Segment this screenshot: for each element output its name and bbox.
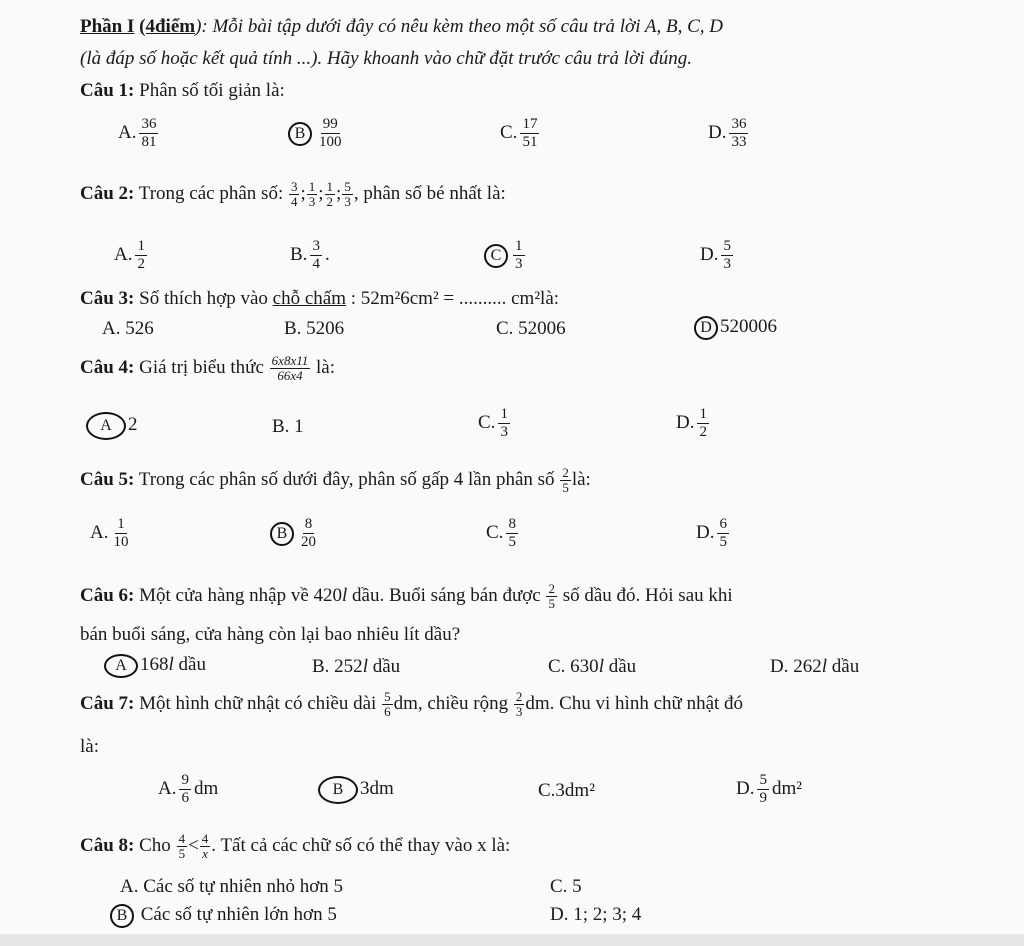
q3-d-text: 520006 <box>720 316 777 337</box>
num: 1 <box>326 179 334 194</box>
q4-a-text: 2 <box>128 414 138 435</box>
intro-text-1: ): Mỗi bài tập dưới đây có nêu kèm theo một số câu trả lời A, B, C, D <box>195 16 723 37</box>
q5-option-a <box>90 516 133 551</box>
den: 2 <box>699 424 707 440</box>
q2-option-a <box>114 238 150 273</box>
q6-label: Câu 6: <box>80 584 135 606</box>
q1-c-letter: C. <box>500 121 518 143</box>
q4-tail: là: <box>316 356 335 378</box>
q4-c-fraction <box>498 406 510 441</box>
den: 3 <box>515 256 523 272</box>
q4-stem <box>80 354 335 383</box>
q2-text: Trong các phân số: <box>138 182 284 204</box>
q2-option-c <box>484 238 528 273</box>
num: 9 <box>181 772 189 788</box>
q6-text-2: dầu. Buổi sáng bán được <box>347 584 541 606</box>
bottom-edge <box>0 934 1024 946</box>
unit: l <box>342 584 348 606</box>
q3-option-a: A. 526 <box>102 318 154 339</box>
answer-circle: D <box>694 316 718 340</box>
q7-option-d <box>736 772 802 807</box>
q7-a-letter: A. <box>158 777 177 799</box>
q6-b-num: B. 252 <box>312 656 363 677</box>
num: 6x8x11 <box>271 353 309 368</box>
q3-text-2: chỗ chấm <box>272 288 346 309</box>
q2-b-fraction <box>310 238 322 273</box>
num: 1 <box>308 179 316 194</box>
den: 100 <box>319 134 342 150</box>
q1-option-c <box>500 116 542 151</box>
unit: l <box>598 656 604 677</box>
intro-line-2: (là đáp số hoặc kết quả tính ...). Hãy khoanh vào chữ đặt trước câu trả lời đúng. <box>80 48 692 69</box>
q7-text-3: dm. Chu vi hình chữ nhật đó <box>525 692 744 714</box>
q2-tail: , phân số bé nhất là: <box>353 182 506 204</box>
q5-a-fraction <box>111 516 130 551</box>
q6-option-a <box>104 654 206 678</box>
q5-tail: là: <box>571 468 591 490</box>
num: 3 <box>312 238 320 254</box>
den: 81 <box>141 134 157 150</box>
den: x <box>202 846 208 861</box>
q1-d-fraction <box>729 116 748 151</box>
q2-b-letter: B. <box>290 243 308 265</box>
num: 2 <box>515 689 523 704</box>
q5-a-letter: A. <box>90 521 109 543</box>
q1-a-fraction <box>139 116 158 151</box>
q6-tail: dầu <box>827 656 860 677</box>
answer-circle: A <box>104 654 138 678</box>
den: 10 <box>113 534 129 550</box>
num: 2 <box>548 581 555 596</box>
den: 3 <box>308 194 316 209</box>
q6-stem <box>80 582 733 611</box>
q7-a-unit: dm <box>193 777 219 799</box>
num: 4 <box>201 831 209 846</box>
q4-c-letter: C. <box>478 411 496 433</box>
q1-a-letter: A. <box>118 121 137 143</box>
den: 3 <box>515 704 523 719</box>
q8-fraction-2 <box>200 832 211 861</box>
q7-stem <box>80 690 743 719</box>
q8-text-1: Cho <box>139 834 171 856</box>
den: 6 <box>181 790 189 806</box>
q4-d-fraction <box>697 406 709 441</box>
q8-option-c: C. 5 <box>550 876 582 897</box>
q2-b-dot: . <box>324 243 330 265</box>
q3-option-d <box>694 316 777 340</box>
num: 5 <box>759 772 767 788</box>
q6-option-d <box>770 656 859 678</box>
num: 6 <box>719 516 727 532</box>
q5-option-b <box>270 516 321 551</box>
q6-d-num: D. 262 <box>770 656 822 677</box>
den: 2 <box>137 256 145 272</box>
den: 5 <box>178 846 186 861</box>
unit: l <box>362 656 368 677</box>
answer-circle: B <box>110 904 134 928</box>
num: 2 <box>562 465 569 480</box>
answer-circle: B <box>270 522 294 546</box>
q6-text-1: Một cửa hàng nhập về 420 <box>139 584 343 606</box>
q7-label: Câu 7: <box>80 692 135 714</box>
q2-a-fraction <box>135 238 147 273</box>
q7-option-a <box>158 772 218 807</box>
num: 1 <box>515 238 523 254</box>
den: 3 <box>344 194 351 209</box>
q6-tail: dầu <box>367 656 401 677</box>
q6-option-b <box>312 656 400 678</box>
num: 99 <box>322 116 338 132</box>
q2-stem: Câu 2: Trong các phân số: $\frac{3}{4}$ ; $\frac{1}{3}$ ; $\frac{1}{2}$ ; $\frac{5}{3}$ , phân số bé nhất là: <box>80 179 506 209</box>
q4-option-a <box>86 412 138 440</box>
num: 1 <box>117 516 125 532</box>
unit: l <box>168 654 174 675</box>
num: 1 <box>699 406 707 422</box>
q8-option-b <box>110 904 337 928</box>
num: 5 <box>384 689 391 704</box>
q4-d-letter: D. <box>676 411 695 433</box>
q4-text: Giá trị biểu thức <box>139 356 264 378</box>
q2-a-letter: A. <box>114 243 133 265</box>
q2-d-letter: D. <box>700 243 719 265</box>
q1-d-letter: D. <box>708 121 727 143</box>
num: 5 <box>344 179 351 194</box>
answer-circle: C <box>484 244 508 268</box>
q8-less-than: < <box>188 834 199 856</box>
part-label: Phần I <box>80 16 135 37</box>
intro-line-1 <box>80 16 723 38</box>
den: 5 <box>548 596 555 611</box>
q6-tail: dầu <box>603 656 637 677</box>
q2-fraction-1 <box>289 180 300 209</box>
num: 5 <box>723 238 731 254</box>
q6-a-num: 168 <box>140 654 169 675</box>
q2-fraction-2 <box>307 180 318 209</box>
q5-d-letter: D. <box>696 521 715 543</box>
q4-option-d <box>676 406 712 441</box>
q5-d-fraction <box>717 516 729 551</box>
answer-circle: A <box>86 412 126 440</box>
q6-c-num: C. 630 <box>548 656 599 677</box>
q6-stem-2: bán buổi sáng, cửa hàng còn lại bao nhiêu lít dầu? <box>80 624 461 645</box>
unit: l <box>821 656 828 677</box>
num: 1 <box>500 406 508 422</box>
points-label: (4điểm <box>139 16 196 37</box>
den: 33 <box>731 134 747 150</box>
den: 3 <box>500 424 508 440</box>
q5-c-fraction <box>506 516 518 551</box>
num: 8 <box>304 516 313 532</box>
q2-d-fraction <box>721 238 733 273</box>
den: 20 <box>301 534 316 550</box>
q1-option-b <box>288 116 347 151</box>
q8-text-2: . Tất cả các chữ số có thể thay vào x là: <box>211 834 511 856</box>
answer-circle: B <box>318 776 358 804</box>
q6-a-tail: dầu <box>173 654 206 675</box>
q3-option-b: B. 5206 <box>284 318 345 339</box>
q8-fraction-1 <box>177 832 188 861</box>
den: 9 <box>759 790 767 806</box>
q2-option-b <box>290 238 330 273</box>
den: 3 <box>723 256 731 272</box>
q2-c-fraction <box>513 238 525 273</box>
q8-option-a: A. Các số tự nhiên nhỏ hơn 5 <box>120 876 343 897</box>
den: 5 <box>719 534 727 550</box>
q7-d-letter: D. <box>736 777 755 799</box>
den: 66x4 <box>277 368 303 383</box>
answer-circle: B <box>288 122 312 146</box>
q2-fraction-3 <box>325 180 336 209</box>
den: 4 <box>290 194 298 209</box>
q1-label: Câu 1: <box>80 80 135 101</box>
q6-option-c <box>548 656 636 678</box>
q5-option-d <box>696 516 732 551</box>
den: 4 <box>312 256 320 272</box>
den: 2 <box>326 194 334 209</box>
den: 6 <box>384 704 391 719</box>
num: 8 <box>508 516 516 532</box>
q5-stem <box>80 466 591 495</box>
q5-b-fraction <box>299 516 318 551</box>
num: 17 <box>522 116 538 132</box>
num: 3 <box>290 179 298 194</box>
q7-stem-2: là: <box>80 736 99 757</box>
q4-fraction <box>270 354 311 383</box>
q4-label: Câu 4: <box>80 356 135 378</box>
q7-fraction-1 <box>382 690 393 719</box>
q8-b-text: Các số tự nhiên lớn hơn 5 <box>140 904 337 925</box>
den: 5 <box>508 534 516 550</box>
num: 1 <box>137 238 145 254</box>
den: 5 <box>562 480 569 495</box>
q1-stem <box>80 80 285 102</box>
den: 51 <box>522 134 538 150</box>
q6-text-3: số dầu đó. Hỏi sau khi <box>562 584 733 606</box>
num: 36 <box>731 116 747 132</box>
q8-label: Câu 8: <box>80 834 135 856</box>
q3-stem <box>80 288 559 310</box>
q1-option-a <box>118 116 161 151</box>
q3-text-1: Số thích hợp vào <box>139 288 273 309</box>
q2-option-d <box>700 238 736 273</box>
q1-c-fraction <box>520 116 539 151</box>
q7-fraction-2 <box>514 690 525 719</box>
q7-d-fraction <box>757 772 769 807</box>
q5-fraction <box>560 466 571 495</box>
q3-option-c: C. 52006 <box>496 318 566 339</box>
q8-option-d: D. 1; 2; 3; 4 <box>550 904 642 925</box>
q7-d-unit: dm² <box>771 777 802 799</box>
q4-option-c <box>478 406 513 441</box>
q7-a-fraction <box>179 772 191 807</box>
q4-option-b: B. 1 <box>272 416 304 437</box>
q3-label: Câu 3: <box>80 288 135 309</box>
q5-c-letter: C. <box>486 521 504 543</box>
q7-option-b <box>318 776 394 804</box>
q3-text-3: : 52m²6cm² = .......... cm²là: <box>346 288 560 309</box>
q1-option-d <box>708 116 751 151</box>
q7-option-c: C.3dm² <box>538 780 595 801</box>
q5-option-c <box>486 516 521 551</box>
num: 4 <box>178 831 186 846</box>
q1-b-fraction <box>317 116 344 151</box>
q7-b-text: 3dm <box>360 778 394 799</box>
num: 36 <box>141 116 157 132</box>
q7-text-2: dm, chiều rộng <box>393 692 509 714</box>
q6-fraction <box>546 582 557 611</box>
q7-text-1: Một hình chữ nhật có chiều dài <box>139 692 377 714</box>
q5-text: Trong các phân số dưới đây, phân số gấp 4 lần phân số <box>138 468 555 490</box>
q8-stem <box>80 832 510 861</box>
q5-label: Câu 5: <box>80 468 135 490</box>
q1-text: Phân số tối giản là: <box>139 80 285 101</box>
q2-fraction-4 <box>342 180 353 209</box>
q2-label: Câu 2: <box>80 182 135 204</box>
